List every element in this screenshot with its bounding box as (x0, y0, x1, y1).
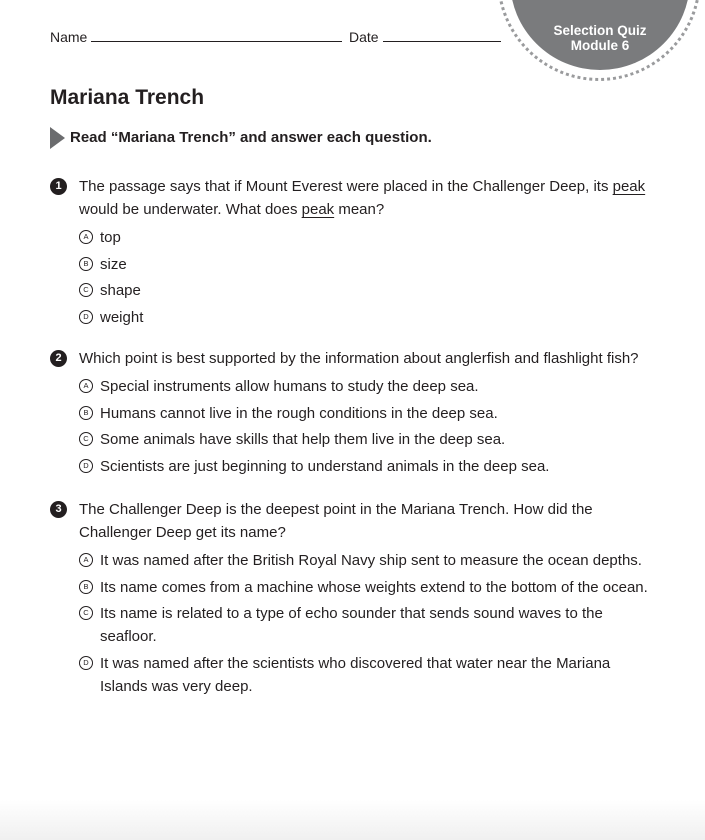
answer-text: Its name comes from a machine whose weights extend to the bottom of the ocean. (100, 578, 648, 596)
question-number-badge: 2 (50, 350, 67, 367)
answer-option-d[interactable] (79, 652, 660, 698)
answer-text: weight (100, 308, 144, 326)
answer-option-c[interactable] (79, 602, 660, 648)
question-text: Which point is best supported by the information about anglerfish and flashlight fish? (79, 350, 639, 367)
question-2 (50, 347, 680, 481)
instruction-text: Read “Mariana Trench” and answer each question. (70, 129, 432, 146)
underlined-word-peak: peak (301, 201, 335, 218)
answer-bubble-a[interactable]: A (79, 553, 93, 567)
question-3 (50, 498, 660, 701)
answer-options (79, 226, 670, 329)
answer-text: Scientists are just beginning to understand animals in the deep sea. (100, 457, 550, 475)
answer-bubble-d[interactable]: D (79, 656, 93, 670)
play-arrow-icon (50, 127, 65, 149)
answer-text: Humans cannot live in the rough conditions in the deep sea. (100, 404, 498, 422)
answer-option-d[interactable] (79, 455, 680, 478)
answer-options (79, 549, 660, 698)
answer-bubble-c[interactable]: C (79, 432, 93, 446)
answer-option-b[interactable] (79, 576, 660, 599)
badge-text (510, 23, 690, 53)
question-text: The passage says that if Mount Everest were placed in the Challenger Deep, its peak would be underwater. What does peak mean? (79, 178, 646, 218)
date-label: Date (349, 29, 379, 45)
underlined-word-peak: peak (612, 178, 646, 195)
answer-bubble-d[interactable]: D (79, 310, 93, 324)
page-bottom-shade (0, 800, 705, 840)
name-label: Name (50, 29, 88, 45)
answer-text: Special instruments allow humans to study the deep sea. (100, 378, 479, 395)
answer-bubble-a[interactable]: A (79, 379, 93, 393)
badge-line-2: Module 6 (570, 38, 630, 53)
question-number-badge: 3 (50, 501, 67, 518)
badge-line-1: Selection Quiz (553, 23, 647, 38)
answer-bubble-a[interactable]: A (79, 230, 93, 244)
question-1 (50, 175, 670, 332)
name-field[interactable] (91, 41, 342, 42)
answer-option-c[interactable] (79, 279, 670, 302)
answer-text: shape (100, 282, 141, 299)
question-text: The Challenger Deep is the deepest point in the Mariana Trench. How did the Challenger Deep get its name? (79, 501, 593, 541)
answer-text: It was named after the British Royal Navy ship sent to measure the ocean depths. (100, 552, 642, 569)
answer-text: size (100, 255, 127, 273)
answer-text: It was named after the scientists who discovered that water near the Mariana Islands was very deep. (100, 654, 611, 695)
answer-bubble-b[interactable]: B (79, 257, 93, 271)
answer-options (79, 375, 680, 478)
answer-option-a[interactable] (79, 375, 680, 398)
answer-option-a[interactable] (79, 549, 660, 572)
answer-option-b[interactable] (79, 402, 680, 425)
answer-bubble-c[interactable]: C (79, 606, 93, 620)
answer-text: Its name is related to a type of echo sounder that sends sound waves to the seafloor. (100, 605, 603, 645)
page-title: Mariana Trench (50, 86, 205, 109)
answer-option-c[interactable] (79, 428, 680, 451)
answer-bubble-b[interactable]: B (79, 580, 93, 594)
answer-bubble-d[interactable]: D (79, 459, 93, 473)
answer-text: Some animals have skills that help them live in the deep sea. (100, 431, 506, 448)
answer-bubble-b[interactable]: B (79, 406, 93, 420)
answer-option-a[interactable] (79, 226, 670, 249)
answer-option-d[interactable] (79, 306, 670, 329)
date-field[interactable] (383, 41, 501, 42)
question-number-badge: 1 (50, 178, 67, 195)
answer-option-b[interactable] (79, 253, 670, 276)
answer-bubble-c[interactable]: C (79, 283, 93, 297)
answer-text: top (100, 229, 121, 246)
